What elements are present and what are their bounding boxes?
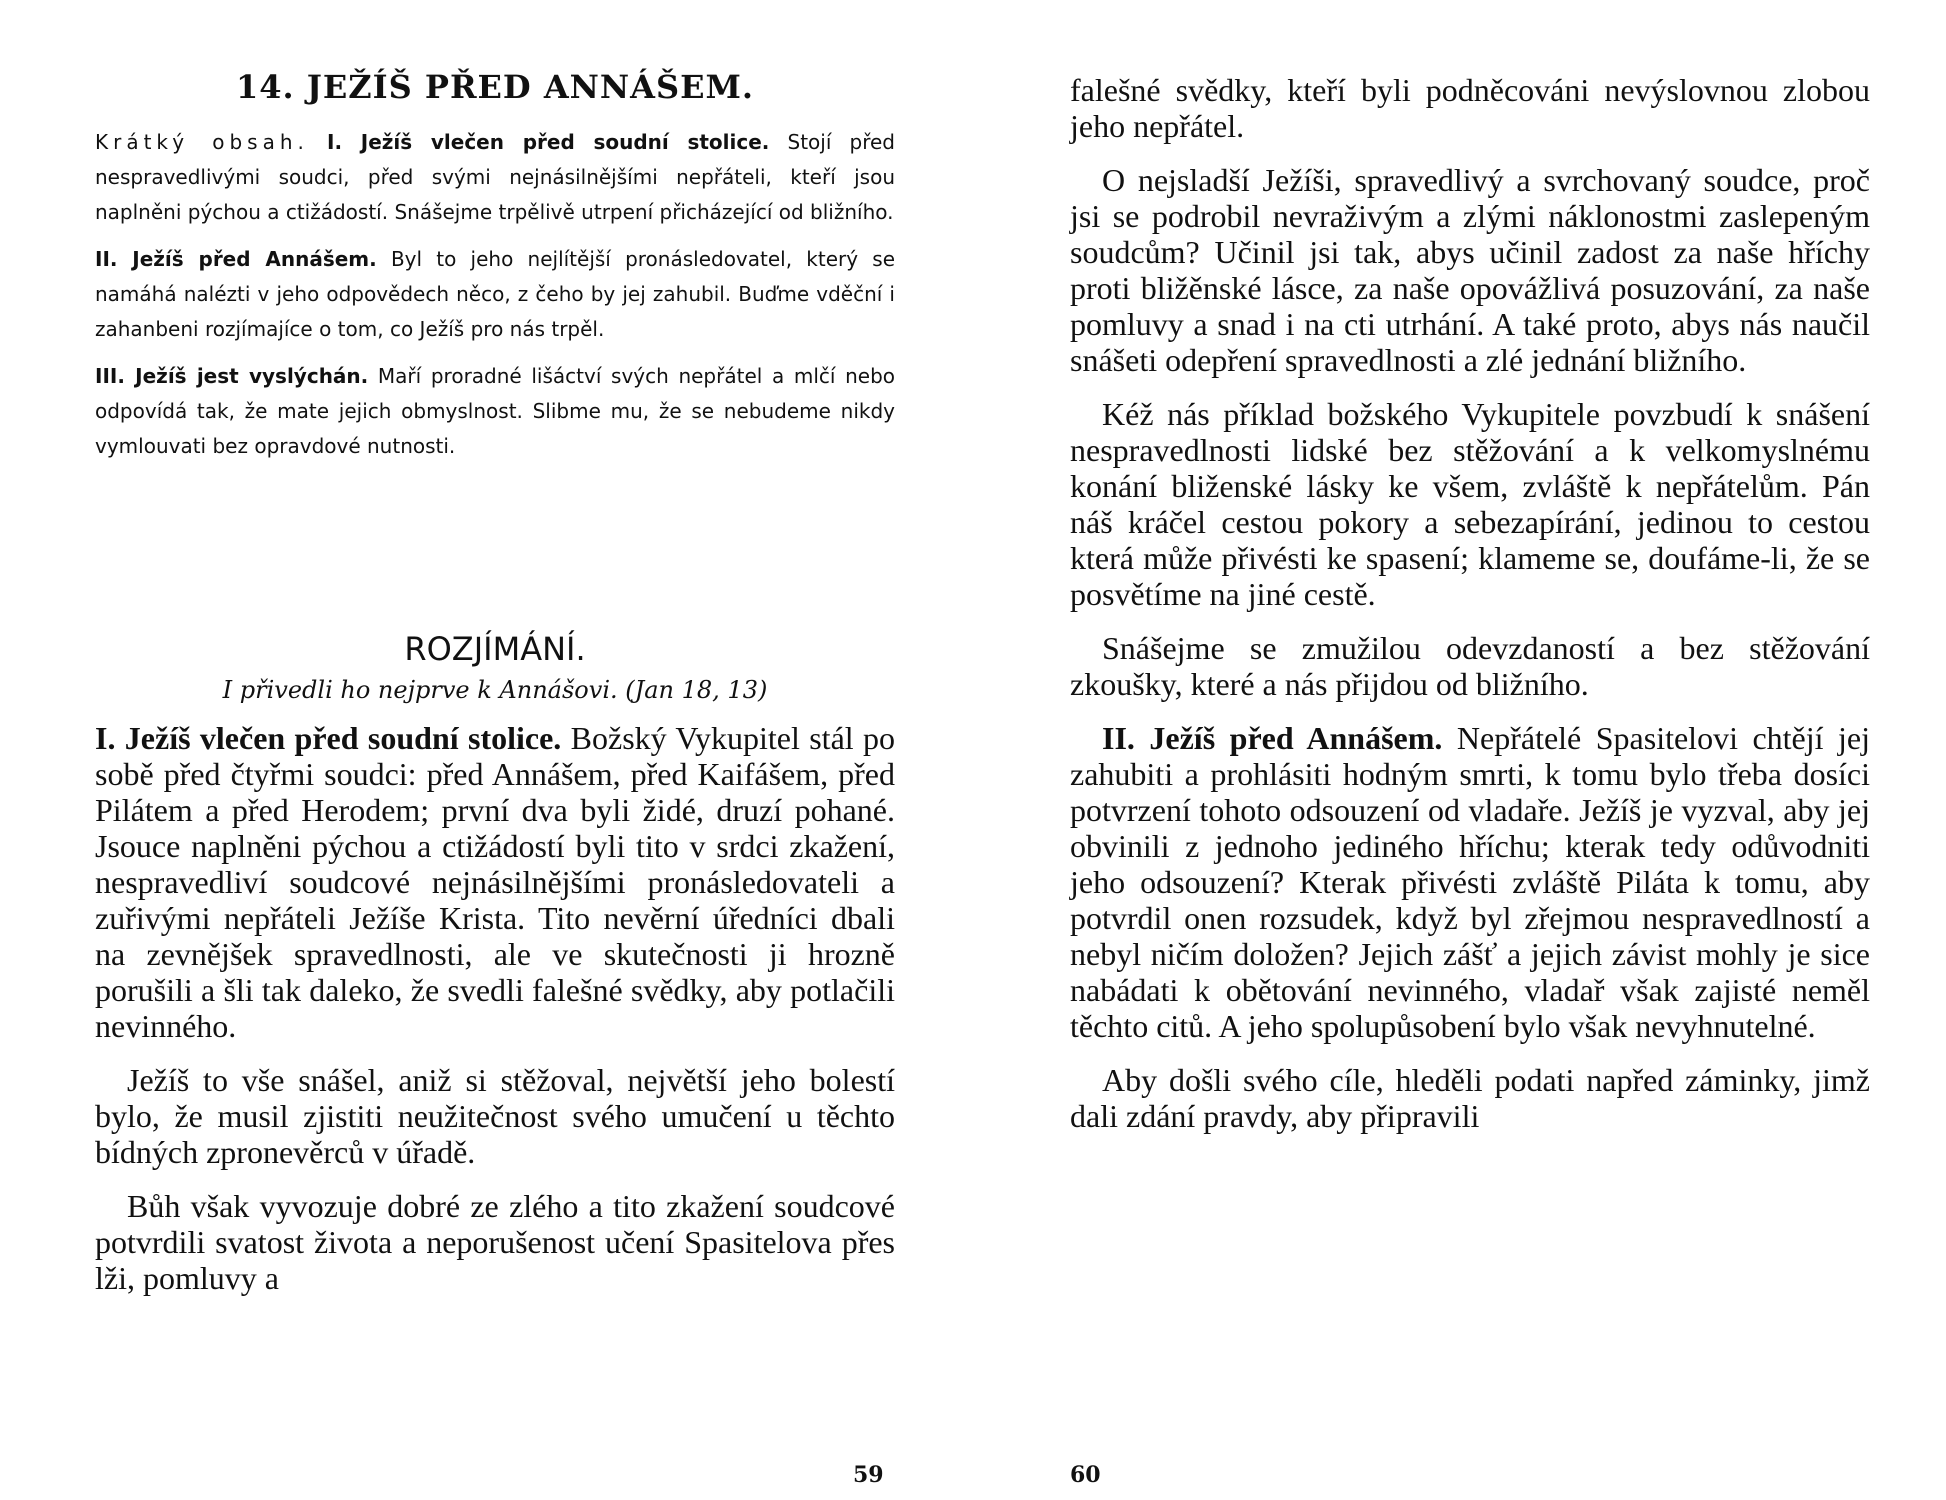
body-paragraph [1070,720,1870,1044]
body-paragraph: Ježíš to vše snášel, aniž si stěžoval, největší jeho bolestí bylo, že musil zjistiti neužitečnost svého umučení u těchto bídných zpronevěrců v úřadě. [95,1062,895,1170]
body-paragraph: falešné svědky, kteří byli podněcováni nevýslovnou zlobou jeho nepřátel. [1070,72,1870,144]
page-number: 60 [1070,1462,1101,1488]
body-paragraph [95,720,895,1044]
body-paragraph-text: Božský Vykupitel stál po sobě před čtyřmi soudci: před Annášem, před Kaifášem, před Pilátem a před Herodem; první dva byli židé, druzí pohané. Jsouce naplněni pýchou a ctižádostí byli tito v srdci zkažení, nespravedliví soudcové nejnásilnějšími pronásledovateli a zuřivými nepřáteli Ježíše Krista. Tito nevěrní úředníci dbali na zevnějšek spravedlnosti, ale ve skutečnosti ji hrozně porušili a šli tak daleko, že svedli falešné svědky, aby potlačili nevinného. [95,720,896,1044]
body-paragraph: Aby došli svého cíle, hleděli podati napřed záminky, jimž dali zdání pravdy, aby připravili [1070,1062,1870,1134]
summary-paragraph-1 [95,125,895,230]
chapter-summary [95,125,895,476]
chapter-title: 14. JEŽÍŠ PŘED ANNÁŠEM. [235,68,755,106]
left-page [95,0,895,1500]
body-heading: II. Ježíš před Annášem. [1102,720,1443,756]
summary-heading-1: I. Ježíš vlečen před soudní stolice. [327,130,770,154]
summary-lead: Krátký obsah. [95,130,309,154]
body-paragraph-text: Nepřátelé Spasitelovi chtějí jej zahubiti a prohlásiti hodným smrti, k tomu bylo třeba dosíci potvrzení tohoto odsouzení od vladaře. Ježíš je vyzval, aby jej obvinili z jednoho jediného hříchu; kterak tedy odůvodniti jeho odsouzení? Kterak přivésti zvláště Piláta k tomu, aby potvrdil onen rozsudek, když byl zřejmou nespravedlností a nebyl ničím doložen? Jejich zášť a jejich závist mohly je sice nabádati k obětování nevinného, vladař však zajisté neměl těchto citů. A jeho spolupůsobení bylo však nevyhnutelné. [1070,720,1871,1044]
right-body-text [1070,72,1870,1152]
right-page [1070,0,1870,1500]
body-heading: I. Ježíš vlečen před soudní stolice. [95,720,562,756]
body-paragraph: Snášejme se zmužilou odevzdaností a bez stěžování zkoušky, které a nás přijdou od bližního. [1070,630,1870,702]
summary-paragraph-2 [95,242,895,347]
body-paragraph: Bůh však vyvozuje dobré ze zlého a tito zkažení soudcové potvrdili svatost života a neporušenost učení Spasitelova přes lži, pomluvy a [95,1188,895,1296]
summary-text-3: Maří proradné lišáctví svých nepřátel a mlčí nebo odpovídá tak, že mate jejich obmyslnost. Slibme mu, že se nebudeme nikdy vymlouvati bez opravdové nutnosti. [95,364,896,458]
summary-text-1: Stojí před nespravedlivými soudci, před svými nejnásilnějšími nepřáteli, kteří jsou naplněni pýchou a ctižádostí. Snášejme trpělivě utrpení přicházející od bližního. [95,130,895,224]
page-number: 59 [853,1462,884,1488]
body-paragraph: O nejsladší Ježíši, spravedlivý a svrchovaný soudce, proč jsi se podrobil nevraživým a zlými náklonostmi zaslepeným soudcům? Učinil jsi tak, abys učinil zadost za naše hříchy proti bližěnské lásce, za naše opovážlivá posuzování, za naše pomluvy a snad i na cti utrhání. A také proto, abys nás naučil snášeti odepření spravedlnosti a zlé jednání bližního. [1070,162,1870,378]
summary-paragraph-3 [95,359,895,464]
body-paragraph: Kéž nás příklad božského Vykupitele povzbudí k snášení nespravedlnosti lidské bez stěžování a k velkomyslnému konání bliženské lásky ke všem, zvláště k nepřátelům. Pán náš kráčel cestou pokory a sebezapírání, jedinou to cestou která může přivésti ke spasení; klameme se, doufáme-li, že se posvětíme na jiné cestě. [1070,396,1870,612]
summary-heading-2: II. Ježíš před Annášem. [95,247,377,271]
left-body-text [95,720,895,1314]
summary-text-2: Byl to jeho nejlítější pronásledovatel, který se namáhá nalézti v jeho odpovědech něco, z čeho by jej zahubil. Buďme vděční i zahanbeni rozjímajíce o tom, co Ježíš pro nás trpěl. [95,247,895,341]
section-title: ROZJÍMÁNÍ. [404,630,586,668]
epigraph: I přivedli ho nejprve k Annášovi. (Jan 18, 13) [222,676,768,704]
summary-heading-3: III. Ježíš jest vyslýchán. [95,364,369,388]
